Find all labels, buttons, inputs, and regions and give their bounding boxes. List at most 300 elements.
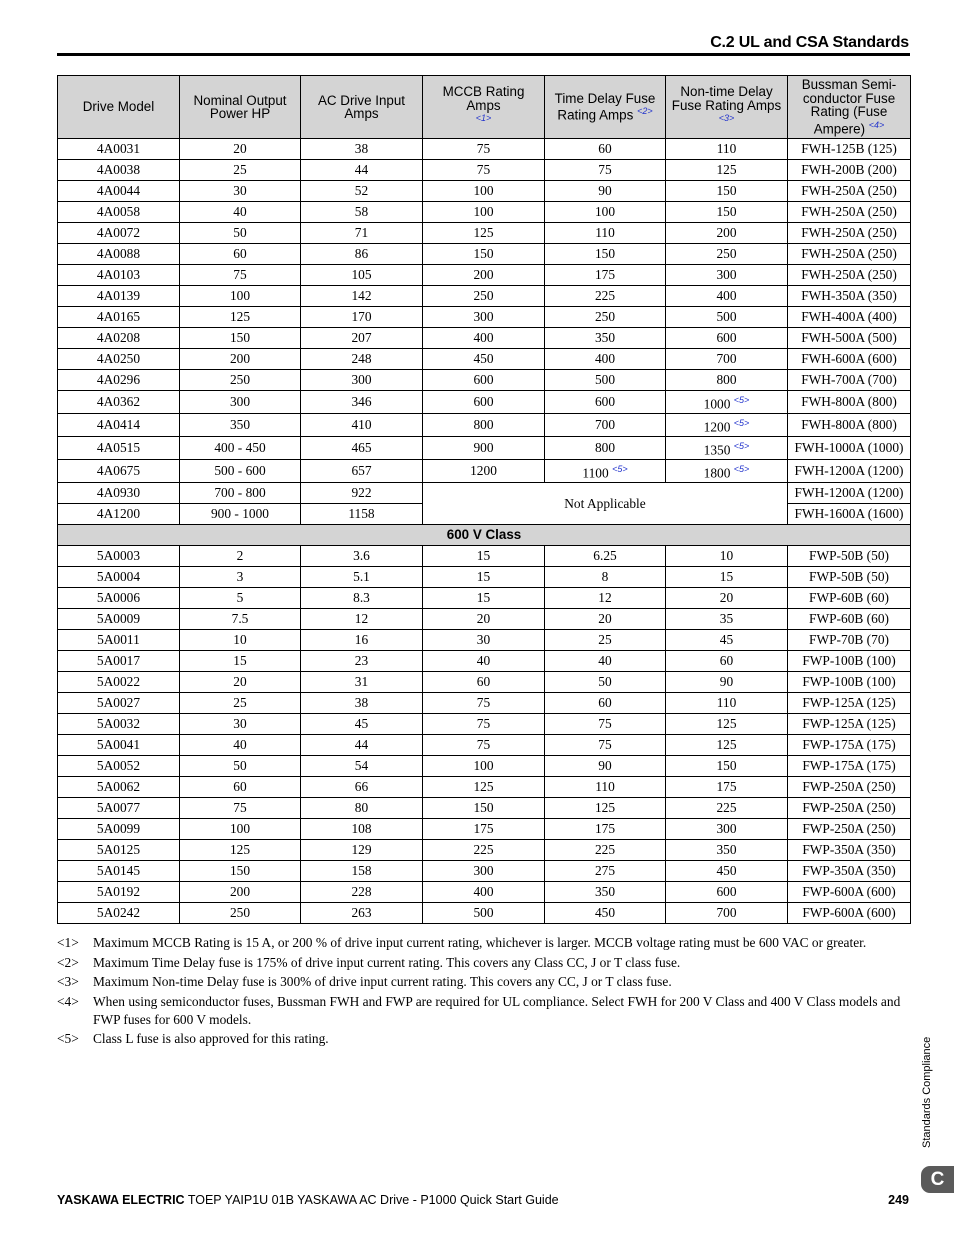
cell-amps: 105	[301, 265, 423, 286]
cell-time-delay: 50	[545, 672, 666, 693]
cell-model: 4A0414	[58, 414, 180, 437]
cell-mccb: 250	[423, 286, 545, 307]
footnote-key: <2>	[57, 954, 79, 970]
cell-mccb: 75	[423, 139, 545, 160]
cell-model: 5A0145	[58, 861, 180, 882]
cell-mccb: 500	[423, 903, 545, 924]
cell-amps: 129	[301, 840, 423, 861]
cell-model: 4A0038	[58, 160, 180, 181]
cell-mccb: 300	[423, 861, 545, 882]
table-row	[58, 139, 911, 160]
cell-hp: 60	[180, 777, 301, 798]
cell-mccb: 75	[423, 735, 545, 756]
cell-hp: 15	[180, 651, 301, 672]
table-row	[58, 223, 911, 244]
cell-amps: 263	[301, 903, 423, 924]
cell-amps: 52	[301, 181, 423, 202]
cell-time-delay: 250	[545, 307, 666, 328]
table-row	[58, 391, 911, 414]
cell-non-time-delay: 110	[666, 139, 788, 160]
cell-time-delay: 60	[545, 139, 666, 160]
cell-time-delay: 75	[545, 735, 666, 756]
cell-model: 4A0088	[58, 244, 180, 265]
cell-bussman: FWP-350A (350)	[788, 861, 911, 882]
cell-bussman: FWH-1000A (1000)	[788, 437, 911, 460]
cell-bussman: FWP-70B (70)	[788, 630, 911, 651]
table-row	[58, 693, 911, 714]
table-row	[58, 882, 911, 903]
cell-bussman: FWH-350A (350)	[788, 286, 911, 307]
cell-hp: 900 - 1000	[180, 504, 301, 525]
cell-bussman: FWH-200B (200)	[788, 160, 911, 181]
cell-mccb: 300	[423, 307, 545, 328]
cell-mccb: 40	[423, 651, 545, 672]
cell-model: 5A0099	[58, 819, 180, 840]
cell-mccb: 400	[423, 882, 545, 903]
cell-non-time-delay: 700	[666, 349, 788, 370]
cell-amps: 3.6	[301, 546, 423, 567]
cell-model: 5A0192	[58, 882, 180, 903]
cell-time-delay: 600	[545, 391, 666, 414]
cell-time-delay: 8	[545, 567, 666, 588]
cell-mccb: 800	[423, 414, 545, 437]
footnote-text: When using semiconductor fuses, Bussman FWH and FWP are required for UL compliance. Select FWH for 200 V Class and 400 V Class models and FWP fuses for 600 V models.	[93, 993, 901, 1027]
table-row	[58, 630, 911, 651]
fuse-rating-table	[57, 75, 911, 924]
cell-model: 5A0003	[58, 546, 180, 567]
cell-mccb: 150	[423, 244, 545, 265]
cell-bussman: FWP-100B (100)	[788, 672, 911, 693]
footnote-key: <4>	[57, 993, 79, 1009]
cell-mccb: 100	[423, 181, 545, 202]
footnote-ref-5[interactable]: <5>	[733, 463, 750, 474]
cell-bussman: FWH-250A (250)	[788, 181, 911, 202]
cell-amps: 38	[301, 139, 423, 160]
cell-non-time-delay: 500	[666, 307, 788, 328]
cell-model: 4A0165	[58, 307, 180, 328]
cell-non-time-delay: 110	[666, 693, 788, 714]
cell-model: 4A0044	[58, 181, 180, 202]
cell-non-time-delay: 800	[666, 370, 788, 391]
cell-time-delay: 75	[545, 160, 666, 181]
footnote-key: <3>	[57, 974, 79, 989]
cell-non-time-delay: 60	[666, 651, 788, 672]
table-row	[58, 460, 911, 483]
cell-amps: 410	[301, 414, 423, 437]
cell-time-delay: 175	[545, 265, 666, 286]
cell-non-time-delay: 1350 $^{<5>}$	[666, 437, 788, 460]
cell-non-time-delay: 700	[666, 903, 788, 924]
cell-time-delay: 275	[545, 861, 666, 882]
cell-bussman: FWP-50B (50)	[788, 567, 911, 588]
cell-non-time-delay: 150	[666, 756, 788, 777]
cell-non-time-delay: 250	[666, 244, 788, 265]
cell-bussman: FWH-800A (800)	[788, 414, 911, 437]
cell-time-delay: 350	[545, 882, 666, 903]
cell-bussman: FWH-1200A (1200)	[788, 483, 911, 504]
footnote-ref-5[interactable]: <5>	[733, 440, 750, 451]
page-footer	[57, 1193, 559, 1207]
chapter-tab[interactable]: C	[921, 1166, 954, 1193]
cell-mccb: 75	[423, 693, 545, 714]
cell-non-time-delay: 45	[666, 630, 788, 651]
cell-time-delay: 12	[545, 588, 666, 609]
cell-time-delay: 225	[545, 286, 666, 307]
cell-mccb: 1200	[423, 460, 545, 483]
cell-mccb: 600	[423, 370, 545, 391]
cell-non-time-delay: 225	[666, 798, 788, 819]
cell-hp: 250	[180, 903, 301, 924]
cell-model: 4A0103	[58, 265, 180, 286]
table-row	[58, 181, 911, 202]
cell-amps: 45	[301, 714, 423, 735]
cell-amps: 1158	[301, 504, 423, 525]
table-row	[58, 651, 911, 672]
cell-time-delay: 75	[545, 714, 666, 735]
cell-non-time-delay: 150	[666, 202, 788, 223]
table-row	[58, 609, 911, 630]
col-header-bussman: Bussman Semi-conductor Fuse Rating (Fuse Ampere) $^{<4>}$	[788, 76, 911, 139]
footnote-ref-2[interactable]: <2>	[637, 106, 653, 117]
footnote-ref-5[interactable]: <5>	[733, 394, 750, 405]
cell-mccb: 450	[423, 349, 545, 370]
cell-amps: 66	[301, 777, 423, 798]
cell-non-time-delay: 300	[666, 265, 788, 286]
cell-bussman: FWH-1200A (1200)	[788, 460, 911, 483]
cell-hp: 75	[180, 798, 301, 819]
cell-bussman: FWP-60B (60)	[788, 609, 911, 630]
cell-bussman: FWP-175A (175)	[788, 735, 911, 756]
cell-amps: 346	[301, 391, 423, 414]
cell-non-time-delay: 1000 $^{<5>}$	[666, 391, 788, 414]
cell-time-delay: 90	[545, 756, 666, 777]
cell-model: 4A0362	[58, 391, 180, 414]
cell-hp: 5	[180, 588, 301, 609]
cell-amps: 922	[301, 483, 423, 504]
cell-amps: 31	[301, 672, 423, 693]
footnote-item	[57, 954, 912, 972]
cell-model: 4A0031	[58, 139, 180, 160]
cell-mccb: 75	[423, 714, 545, 735]
cell-mccb: 60	[423, 672, 545, 693]
table-row	[58, 903, 911, 924]
cell-bussman: FWH-125B (125)	[788, 139, 911, 160]
cell-non-time-delay: 600	[666, 882, 788, 903]
cell-time-delay: 800	[545, 437, 666, 460]
table-row	[58, 307, 911, 328]
cell-mccb: 175	[423, 819, 545, 840]
cell-amps: 228	[301, 882, 423, 903]
cell-model: 4A0930	[58, 483, 180, 504]
table-row	[58, 840, 911, 861]
cell-model: 5A0242	[58, 903, 180, 924]
col-header-output-power: Nominal Output Power HP	[180, 76, 301, 139]
cell-model: 5A0009	[58, 609, 180, 630]
table-row	[58, 349, 911, 370]
cell-hp: 25	[180, 693, 301, 714]
table-row	[58, 714, 911, 735]
cell-amps: 86	[301, 244, 423, 265]
table-row	[58, 244, 911, 265]
footnote-item	[57, 1030, 912, 1048]
footnotes	[57, 934, 912, 1050]
col-header-input-amps: AC Drive Input Amps	[301, 76, 423, 139]
cell-amps: 38	[301, 693, 423, 714]
cell-model: 4A0296	[58, 370, 180, 391]
cell-amps: 44	[301, 735, 423, 756]
cell-time-delay: 500	[545, 370, 666, 391]
cell-hp: 100	[180, 819, 301, 840]
cell-hp: 40	[180, 202, 301, 223]
cell-mccb: 20	[423, 609, 545, 630]
cell-hp: 150	[180, 328, 301, 349]
table-row	[58, 777, 911, 798]
cell-mccb: 200	[423, 265, 545, 286]
cell-amps: 44	[301, 160, 423, 181]
cell-hp: 125	[180, 307, 301, 328]
cell-non-time-delay: 35	[666, 609, 788, 630]
cell-model: 4A0208	[58, 328, 180, 349]
cell-model: 5A0125	[58, 840, 180, 861]
col-header-mccb: MCCB Rating Amps $^{<1>}$	[423, 76, 545, 139]
cell-amps: 80	[301, 798, 423, 819]
cell-non-time-delay: 1800 $^{<5>}$	[666, 460, 788, 483]
cell-model: 5A0027	[58, 693, 180, 714]
cell-amps: 465	[301, 437, 423, 460]
cell-time-delay: 110	[545, 223, 666, 244]
table-row	[58, 735, 911, 756]
cell-amps: 16	[301, 630, 423, 651]
cell-model: 4A0139	[58, 286, 180, 307]
cell-non-time-delay: 400	[666, 286, 788, 307]
cell-mccb: 15	[423, 546, 545, 567]
cell-time-delay: 6.25	[545, 546, 666, 567]
cell-mccb: 150	[423, 798, 545, 819]
cell-hp: 500 - 600	[180, 460, 301, 483]
cell-hp: 30	[180, 714, 301, 735]
cell-non-time-delay: 350	[666, 840, 788, 861]
cell-amps: 23	[301, 651, 423, 672]
table-row	[58, 567, 911, 588]
cell-model: 5A0006	[58, 588, 180, 609]
cell-time-delay: 60	[545, 693, 666, 714]
cell-bussman: FWH-250A (250)	[788, 265, 911, 286]
cell-amps: 142	[301, 286, 423, 307]
footnote-ref-1[interactable]: <1>	[475, 113, 492, 124]
footnote-ref-5[interactable]: <5>	[612, 463, 628, 474]
table-row	[58, 328, 911, 349]
cell-amps: 170	[301, 307, 423, 328]
cell-bussman: FWH-250A (250)	[788, 223, 911, 244]
cell-time-delay: 225	[545, 840, 666, 861]
cell-hp: 700 - 800	[180, 483, 301, 504]
footnote-text: Maximum Time Delay fuse is 175% of drive input current rating. This covers any Class CC, J or T class fuse.	[93, 954, 681, 970]
cell-hp: 30	[180, 181, 301, 202]
cell-hp: 400 - 450	[180, 437, 301, 460]
cell-bussman: FWP-350A (350)	[788, 840, 911, 861]
cell-amps: 58	[301, 202, 423, 223]
cell-hp: 50	[180, 756, 301, 777]
cell-hp: 200	[180, 349, 301, 370]
cell-non-time-delay: 200	[666, 223, 788, 244]
table-row	[58, 414, 911, 437]
cell-model: 4A1200	[58, 504, 180, 525]
cell-hp: 75	[180, 265, 301, 286]
col-header-drive-model: Drive Model	[58, 76, 180, 139]
cell-model: 5A0062	[58, 777, 180, 798]
cell-non-time-delay: 20	[666, 588, 788, 609]
cell-bussman: FWH-400A (400)	[788, 307, 911, 328]
cell-model: 5A0017	[58, 651, 180, 672]
footer-brand: YASKAWA ELECTRIC	[57, 1193, 185, 1207]
cell-non-time-delay: 125	[666, 714, 788, 735]
cell-bussman: FWP-175A (175)	[788, 756, 911, 777]
footnote-key: <1>	[57, 935, 79, 950]
cell-bussman: FWP-100B (100)	[788, 651, 911, 672]
cell-time-delay: 175	[545, 819, 666, 840]
cell-mccb: 100	[423, 202, 545, 223]
cell-model: 4A0058	[58, 202, 180, 223]
cell-hp: 350	[180, 414, 301, 437]
header-rule	[57, 53, 910, 56]
col-header-time-delay: Time Delay Fuse Rating Amps $^{<2>}$	[545, 76, 666, 139]
footnote-item	[57, 993, 912, 1029]
cell-non-time-delay: 450	[666, 861, 788, 882]
cell-bussman: FWH-800A (800)	[788, 391, 911, 414]
cell-bussman: FWH-700A (700)	[788, 370, 911, 391]
cell-mccb: 75	[423, 160, 545, 181]
table-row	[58, 861, 911, 882]
footnote-text: Class L fuse is also approved for this rating.	[93, 1031, 329, 1046]
table-row	[58, 160, 911, 181]
cell-bussman: FWP-600A (600)	[788, 903, 911, 924]
cell-non-time-delay: 300	[666, 819, 788, 840]
cell-time-delay: 100	[545, 202, 666, 223]
cell-non-time-delay: 90	[666, 672, 788, 693]
cell-hp: 3	[180, 567, 301, 588]
cell-time-delay: 150	[545, 244, 666, 265]
cell-model: 5A0041	[58, 735, 180, 756]
cell-bussman: FWP-250A (250)	[788, 777, 911, 798]
cell-model: 5A0011	[58, 630, 180, 651]
cell-amps: 5.1	[301, 567, 423, 588]
cell-bussman: FWH-600A (600)	[788, 349, 911, 370]
cell-mccb: 15	[423, 567, 545, 588]
cell-non-time-delay: 600	[666, 328, 788, 349]
footnote-text: Maximum Non-time Delay fuse is 300% of drive input current rating. This covers any CC, J or T class fuse.	[93, 974, 672, 989]
cell-bussman: FWP-250A (250)	[788, 819, 911, 840]
cell-amps: 71	[301, 223, 423, 244]
table-row	[58, 265, 911, 286]
cell-bussman: FWP-60B (60)	[788, 588, 911, 609]
cell-amps: 300	[301, 370, 423, 391]
cell-mccb: 100	[423, 756, 545, 777]
cell-mccb: 400	[423, 328, 545, 349]
cell-bussman: FWP-125A (125)	[788, 693, 911, 714]
cell-hp: 2	[180, 546, 301, 567]
cell-amps: 657	[301, 460, 423, 483]
table-row	[58, 483, 911, 504]
cell-hp: 10	[180, 630, 301, 651]
cell-model: 5A0022	[58, 672, 180, 693]
table-row	[58, 370, 911, 391]
cell-time-delay: 40	[545, 651, 666, 672]
cell-time-delay: 90	[545, 181, 666, 202]
cell-hp: 50	[180, 223, 301, 244]
cell-time-delay: 125	[545, 798, 666, 819]
footnote-ref-3[interactable]: <3>	[718, 113, 735, 124]
cell-bussman: FWH-250A (250)	[788, 202, 911, 223]
cell-hp: 7.5	[180, 609, 301, 630]
table-row	[58, 672, 911, 693]
cell-amps: 12	[301, 609, 423, 630]
cell-hp: 40	[180, 735, 301, 756]
footnote-text: Maximum MCCB Rating is 15 A, or 200 % of drive input current rating, whichever is larger. MCCB voltage rating must be 600 VAC or greater.	[93, 935, 867, 950]
footnote-item	[57, 973, 912, 991]
cell-mccb: 900	[423, 437, 545, 460]
cell-time-delay: 20	[545, 609, 666, 630]
cell-bussman: FWP-50B (50)	[788, 546, 911, 567]
cell-hp: 60	[180, 244, 301, 265]
page-number: 249	[888, 1193, 909, 1207]
cell-model: 4A0675	[58, 460, 180, 483]
cell-model: 5A0052	[58, 756, 180, 777]
cell-amps: 108	[301, 819, 423, 840]
cell-mccb: 125	[423, 777, 545, 798]
cell-mccb: 600	[423, 391, 545, 414]
cell-amps: 54	[301, 756, 423, 777]
table-row	[58, 437, 911, 460]
cell-time-delay: 400	[545, 349, 666, 370]
cell-bussman: FWP-600A (600)	[788, 882, 911, 903]
cell-bussman: FWP-250A (250)	[788, 798, 911, 819]
cell-time-delay: 700	[545, 414, 666, 437]
class-divider-row	[58, 525, 911, 546]
cell-time-delay: 450	[545, 903, 666, 924]
cell-model: 5A0032	[58, 714, 180, 735]
footnote-ref-4[interactable]: <4>	[868, 119, 885, 130]
cell-model: 4A0515	[58, 437, 180, 460]
table-row	[58, 798, 911, 819]
cell-hp: 20	[180, 139, 301, 160]
cell-model: 5A0077	[58, 798, 180, 819]
cell-bussman: FWP-125A (125)	[788, 714, 911, 735]
cell-amps: 248	[301, 349, 423, 370]
footer-doc-title: TOEP YAIP1U 01B YASKAWA AC Drive - P1000 Quick Start Guide	[184, 1193, 559, 1207]
cell-model: 4A0072	[58, 223, 180, 244]
footnote-ref-5[interactable]: <5>	[733, 417, 750, 428]
cell-mccb: 15	[423, 588, 545, 609]
cell-hp: 100	[180, 286, 301, 307]
cell-time-delay: 110	[545, 777, 666, 798]
table-row	[58, 756, 911, 777]
cell-amps: 207	[301, 328, 423, 349]
cell-time-delay: 350	[545, 328, 666, 349]
col-header-non-time-delay: Non-time Delay Fuse Rating Amps $^{<3>}$	[666, 76, 788, 139]
table-row	[58, 819, 911, 840]
cell-time-delay: 1100 $^{<5>}$	[545, 460, 666, 483]
cell-hp: 25	[180, 160, 301, 181]
cell-model: 4A0250	[58, 349, 180, 370]
section-title: C.2 UL and CSA Standards	[710, 34, 909, 51]
sidebar-chapter-label: Standards Compliance	[921, 1036, 933, 1148]
class-600v-label: 600 V Class	[58, 525, 911, 546]
cell-non-time-delay: 150	[666, 181, 788, 202]
cell-non-time-delay: 175	[666, 777, 788, 798]
table-row	[58, 546, 911, 567]
cell-hp: 250	[180, 370, 301, 391]
table-header-row	[58, 76, 911, 139]
